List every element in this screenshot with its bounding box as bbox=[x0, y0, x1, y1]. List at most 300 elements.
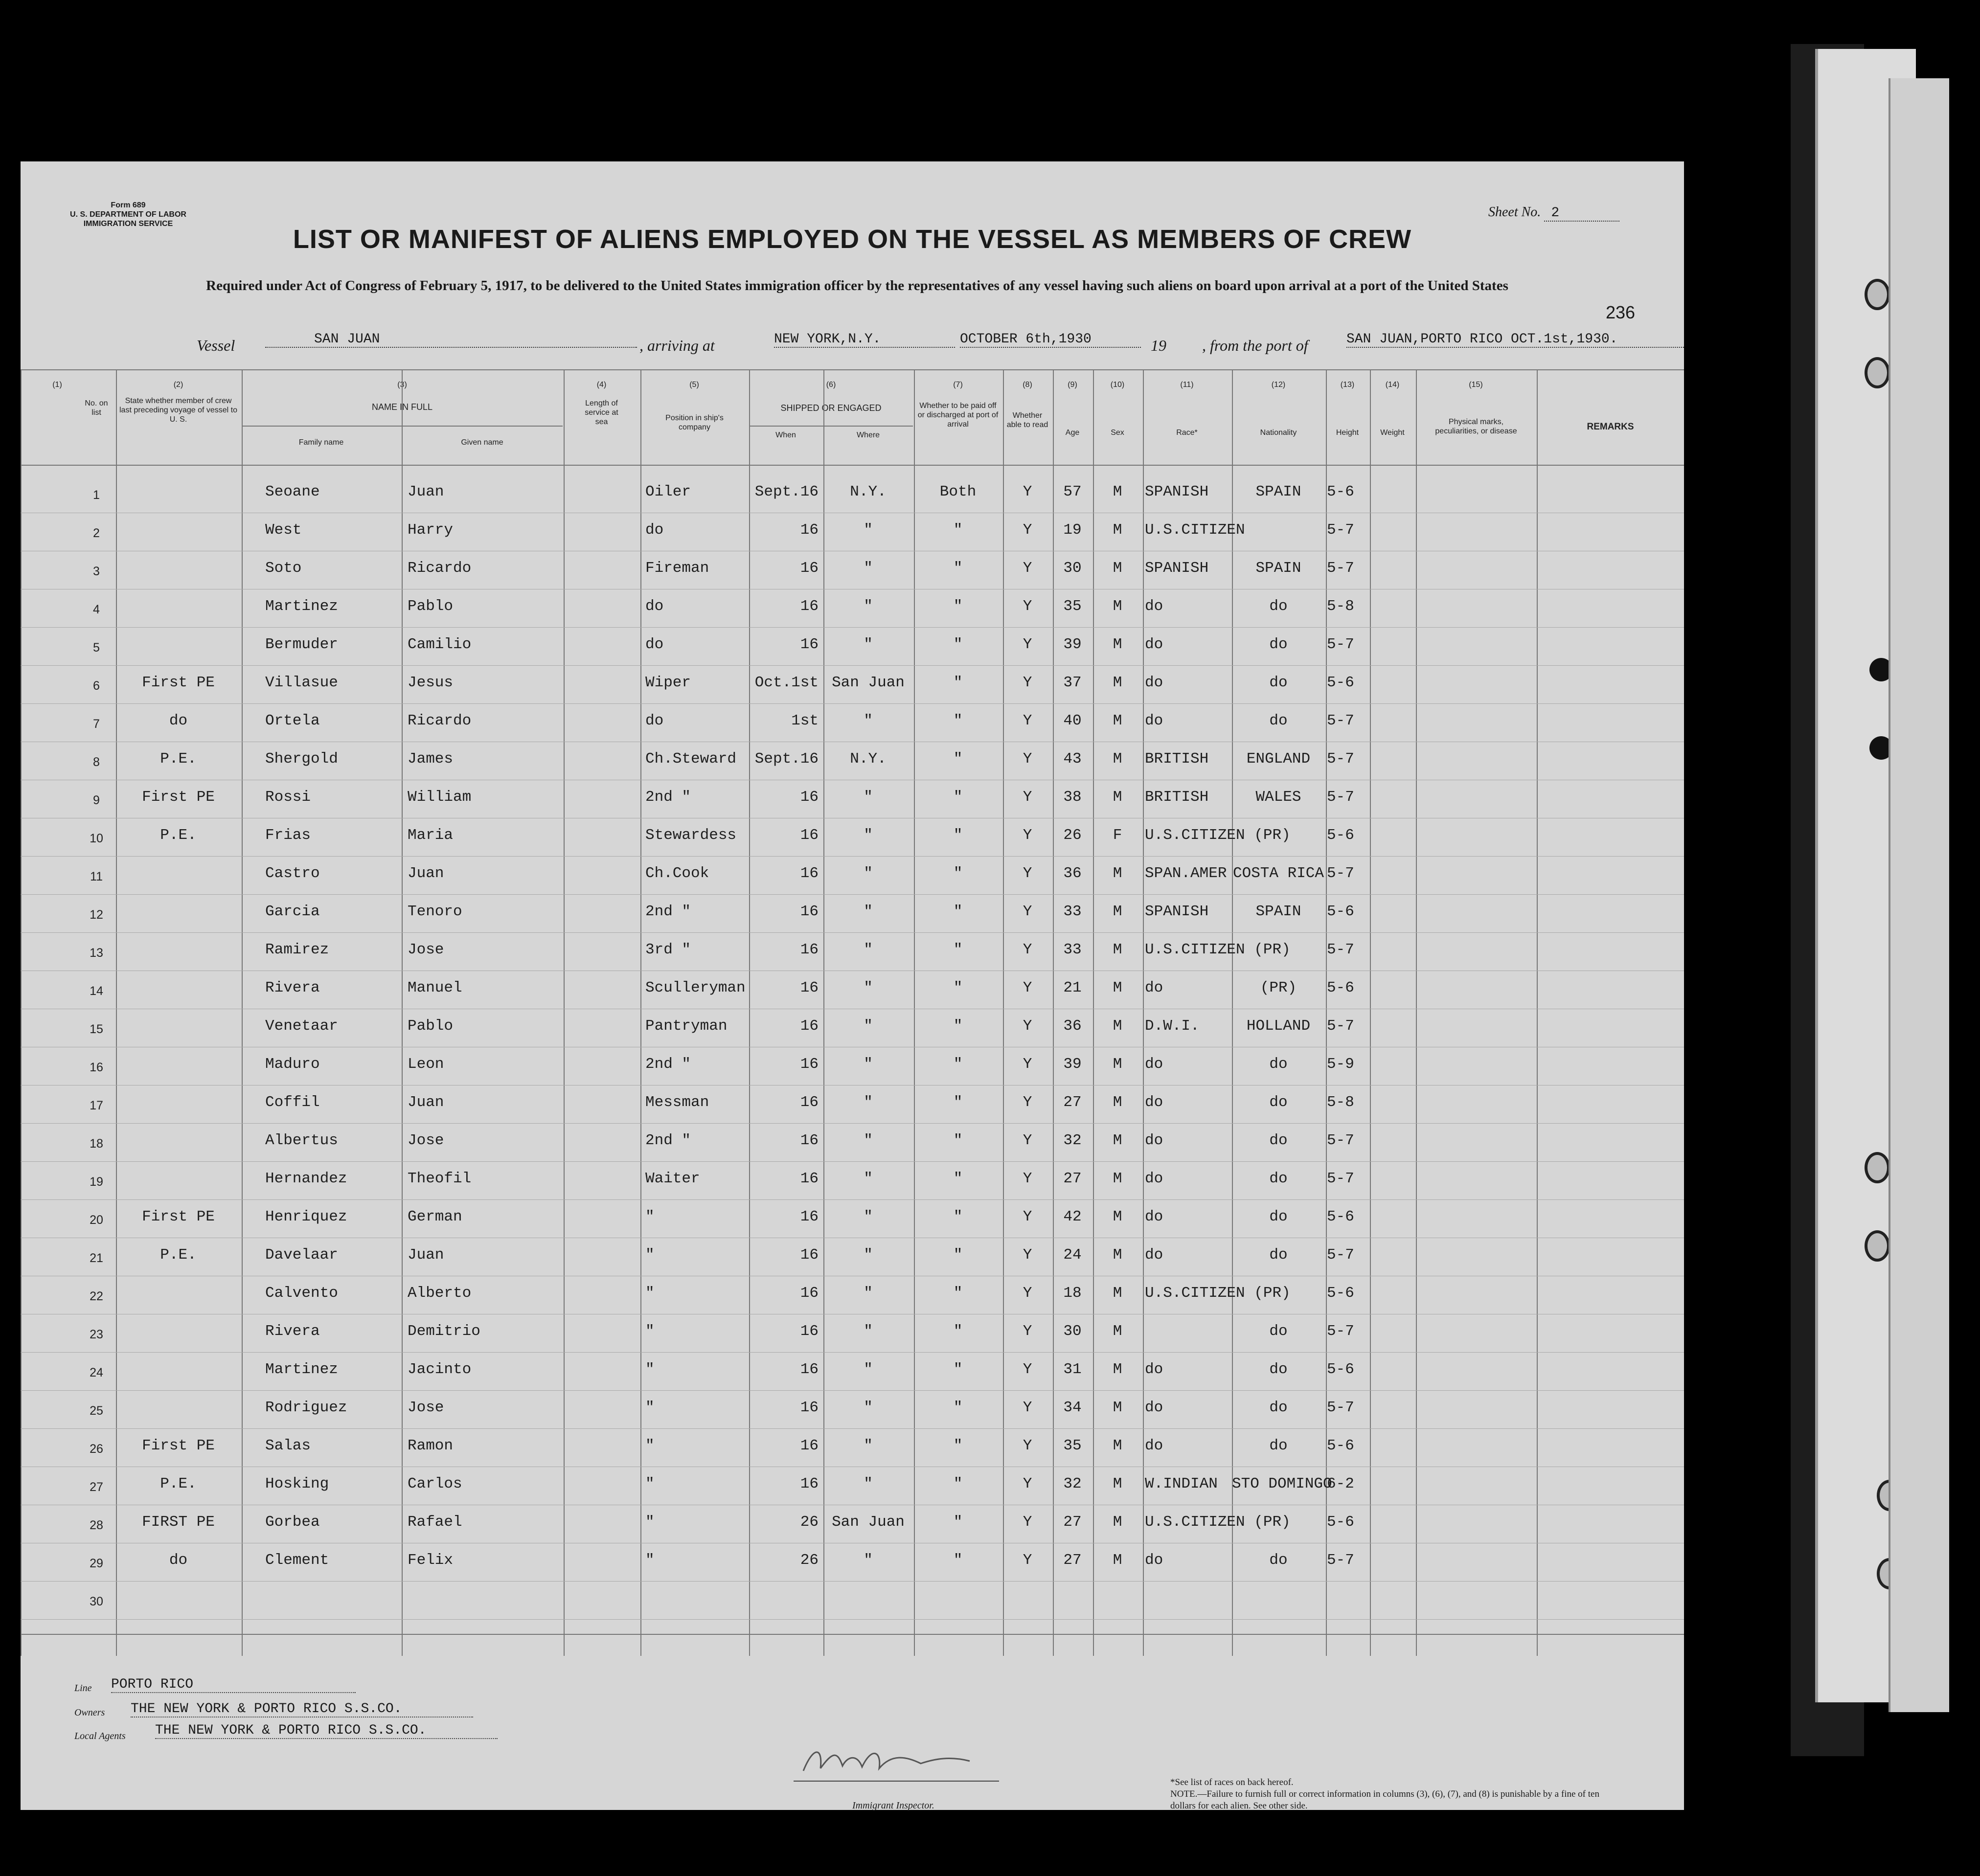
col1-header: No. on list bbox=[85, 399, 108, 417]
cell-family: Gorbea bbox=[265, 1514, 320, 1531]
row-number: 28 bbox=[90, 1518, 103, 1532]
cell-sex: M bbox=[1113, 1246, 1122, 1264]
cell-paid: " bbox=[953, 1094, 963, 1111]
cell-height: 5-6 bbox=[1327, 827, 1354, 844]
col5-header: Position in ship's company bbox=[665, 414, 724, 431]
cell-read: Y bbox=[1023, 941, 1032, 958]
cell-position: do bbox=[645, 712, 664, 729]
cell-nationality: ENGLAND bbox=[1246, 750, 1311, 768]
subheader-rule bbox=[242, 426, 563, 427]
cell-position: " bbox=[645, 1285, 655, 1302]
col14-number: (14) bbox=[1385, 381, 1400, 389]
cell-read: Y bbox=[1023, 1437, 1032, 1454]
cell-sex: M bbox=[1113, 750, 1122, 768]
cell-given: Ricardo bbox=[408, 560, 472, 577]
cell-paid: " bbox=[953, 1552, 963, 1569]
cell-family: Bermuder bbox=[265, 636, 338, 653]
header-bottom-rule bbox=[21, 465, 1684, 466]
cell-sex: M bbox=[1113, 1208, 1122, 1225]
cell-race: BRITISH bbox=[1145, 750, 1209, 768]
cell-where: " bbox=[864, 1323, 873, 1340]
col2-header: State whether member of crew last preceding voyage of vessel to U. S. bbox=[119, 397, 238, 424]
cell-position: Waiter bbox=[645, 1170, 700, 1187]
cell-when: 16 bbox=[800, 827, 819, 844]
cell-position: do bbox=[645, 598, 664, 615]
cell-paid: Both bbox=[939, 483, 977, 500]
cell-sex: M bbox=[1113, 636, 1122, 653]
adjacent-page-edge bbox=[1889, 78, 1949, 1712]
cell-when: 16 bbox=[800, 1361, 819, 1378]
cell-sex: M bbox=[1113, 1094, 1122, 1111]
cell-paid: " bbox=[953, 521, 963, 539]
cell-race: do bbox=[1145, 674, 1163, 691]
cell-race: SPAN.AMER bbox=[1145, 865, 1227, 882]
col10-number: (10) bbox=[1110, 381, 1125, 389]
cell-given: Theofil bbox=[408, 1170, 472, 1187]
col15-number: (15) bbox=[1469, 381, 1483, 389]
cell-family: Maduro bbox=[265, 1056, 320, 1073]
cell-age: 33 bbox=[1063, 903, 1082, 920]
cell-height: 5-7 bbox=[1327, 941, 1354, 958]
cell-paid: " bbox=[953, 789, 963, 806]
cell-paid: " bbox=[953, 1285, 963, 1302]
col3-header: NAME IN FULL bbox=[371, 402, 433, 412]
row-number: 9 bbox=[93, 793, 100, 807]
cell-given: Jose bbox=[408, 1399, 444, 1416]
cell-age: 27 bbox=[1063, 1514, 1082, 1531]
cell-nationality: do bbox=[1269, 1132, 1288, 1149]
cell-family: Ramirez bbox=[265, 941, 329, 958]
cell-given: Juan bbox=[408, 483, 444, 500]
year-label: 19 bbox=[1151, 337, 1166, 354]
cell-read: Y bbox=[1023, 1552, 1032, 1569]
cell-age: 36 bbox=[1063, 865, 1082, 882]
col6-header: SHIPPED OR ENGAGED bbox=[780, 403, 882, 413]
cell-where: N.Y. bbox=[850, 483, 887, 500]
line-label: Line bbox=[74, 1683, 92, 1694]
cell-position: 2nd " bbox=[645, 789, 691, 806]
cell-race: do bbox=[1145, 1552, 1163, 1569]
cell-prev: First PE bbox=[142, 789, 215, 806]
cell-nationality: do bbox=[1269, 1246, 1288, 1264]
cell-where: " bbox=[864, 789, 873, 806]
cell-position: Stewardess bbox=[645, 827, 737, 844]
cell-paid: " bbox=[953, 674, 963, 691]
cell-race: do bbox=[1145, 1170, 1163, 1187]
cell-height: 5-6 bbox=[1327, 1514, 1354, 1531]
cell-read: Y bbox=[1023, 979, 1032, 996]
cell-given: Rafael bbox=[408, 1514, 462, 1531]
cell-prev: P.E. bbox=[160, 827, 197, 844]
cell-sex: M bbox=[1113, 1285, 1122, 1302]
cell-race: do bbox=[1145, 712, 1163, 729]
cell-given: Jose bbox=[408, 941, 444, 958]
cell-family: Hosking bbox=[265, 1475, 329, 1492]
cell-given: Maria bbox=[408, 827, 454, 844]
cell-when: 16 bbox=[800, 903, 819, 920]
cell-nationality: do bbox=[1269, 1552, 1288, 1569]
cell-height: 5-7 bbox=[1327, 1399, 1354, 1416]
cell-read: Y bbox=[1023, 598, 1032, 615]
footnote-penalty: NOTE.—Failure to furnish full or correct information in columns (3), (6), (7), and (8) is punishable by a fine of ten dollars for each alien. See other side. bbox=[1170, 1789, 1599, 1811]
cell-family: Calvento bbox=[265, 1285, 338, 1302]
cell-height: 5-6 bbox=[1327, 1437, 1354, 1454]
line-value: PORTO RICO bbox=[111, 1677, 356, 1693]
col9-number: (9) bbox=[1068, 381, 1077, 389]
arrival-date: OCTOBER 6th,1930 bbox=[960, 332, 1141, 348]
cell-sex: M bbox=[1113, 1017, 1122, 1035]
col5-number: (5) bbox=[689, 381, 699, 389]
col11-number: (11) bbox=[1180, 381, 1194, 389]
row-number: 20 bbox=[90, 1213, 103, 1227]
cell-position: Wiper bbox=[645, 674, 691, 691]
cell-read: Y bbox=[1023, 521, 1032, 539]
cell-race: do bbox=[1145, 1361, 1163, 1378]
cell-race: do bbox=[1145, 1132, 1163, 1149]
table-row-rule bbox=[21, 1352, 1684, 1353]
row-number: 5 bbox=[93, 641, 100, 655]
cell-position: 2nd " bbox=[645, 903, 691, 920]
given-name-header: Given name bbox=[461, 438, 503, 447]
cell-prev: P.E. bbox=[160, 750, 197, 768]
cell-family: Henriquez bbox=[265, 1208, 347, 1225]
cell-where: " bbox=[864, 1437, 873, 1454]
cell-nationality: do bbox=[1269, 712, 1288, 729]
cell-where: " bbox=[864, 1170, 873, 1187]
cell-where: " bbox=[864, 636, 873, 653]
row-number: 6 bbox=[93, 679, 100, 693]
cell-paid: " bbox=[953, 865, 963, 882]
cell-paid: " bbox=[953, 750, 963, 768]
cell-position: " bbox=[645, 1552, 655, 1569]
cell-sex: M bbox=[1113, 560, 1122, 577]
cell-race: BRITISH bbox=[1145, 789, 1209, 806]
row-number: 12 bbox=[90, 908, 103, 922]
cell-when: 16 bbox=[800, 1017, 819, 1035]
cell-height: 5-8 bbox=[1327, 1094, 1354, 1111]
cell-position: " bbox=[645, 1514, 655, 1531]
cell-when: 26 bbox=[800, 1514, 819, 1531]
cell-position: Pantryman bbox=[645, 1017, 728, 1035]
cell-family: West bbox=[265, 521, 302, 539]
inspector-label: Immigrant Inspector. bbox=[852, 1800, 934, 1811]
cell-when: 16 bbox=[800, 1056, 819, 1073]
cell-sex: M bbox=[1113, 1170, 1122, 1187]
cell-read: Y bbox=[1023, 1056, 1032, 1073]
cell-when: 16 bbox=[800, 1323, 819, 1340]
cell-sex: M bbox=[1113, 483, 1122, 500]
col13-header: Height bbox=[1336, 429, 1359, 437]
cell-paid: " bbox=[953, 903, 963, 920]
cell-when: 16 bbox=[800, 521, 819, 539]
cell-nationality: SPAIN bbox=[1255, 483, 1301, 500]
col9-header: Age bbox=[1065, 429, 1080, 437]
col14-header: Weight bbox=[1380, 429, 1405, 437]
cell-position: do bbox=[645, 636, 664, 653]
document-title: LIST OR MANIFEST OF ALIENS EMPLOYED ON THE VESSEL AS MEMBERS OF CREW bbox=[293, 225, 1412, 254]
cell-height: 5-6 bbox=[1327, 979, 1354, 996]
row-number: 15 bbox=[90, 1022, 103, 1036]
table-row-rule bbox=[21, 1199, 1684, 1200]
cell-given: German bbox=[408, 1208, 462, 1225]
cell-read: Y bbox=[1023, 1323, 1032, 1340]
cell-paid: " bbox=[953, 1399, 963, 1416]
cell-family: Rivera bbox=[265, 979, 320, 996]
cell-race: do bbox=[1145, 1094, 1163, 1111]
cell-prev: First PE bbox=[142, 674, 215, 691]
cell-sex: M bbox=[1113, 1361, 1122, 1378]
sheet-number bbox=[1488, 204, 1619, 222]
cell-family: Rodriguez bbox=[265, 1399, 347, 1416]
cell-family: Garcia bbox=[265, 903, 320, 920]
cell-age: 21 bbox=[1063, 979, 1082, 996]
cell-nationality: do bbox=[1269, 1056, 1288, 1073]
cell-family: Villasue bbox=[265, 674, 338, 691]
when-header: When bbox=[775, 431, 796, 439]
cell-height: 5-6 bbox=[1327, 674, 1354, 691]
cell-age: 27 bbox=[1063, 1552, 1082, 1569]
cell-height: 5-7 bbox=[1327, 521, 1354, 539]
cell-position: " bbox=[645, 1246, 655, 1264]
cell-race: do bbox=[1145, 1208, 1163, 1225]
cell-position: Sculleryman bbox=[645, 979, 746, 996]
cell-height: 5-7 bbox=[1327, 1017, 1354, 1035]
cell-paid: " bbox=[953, 1437, 963, 1454]
cell-paid: " bbox=[953, 1246, 963, 1264]
cell-position: " bbox=[645, 1475, 655, 1492]
cell-given: Pablo bbox=[408, 1017, 454, 1035]
cell-where: " bbox=[864, 1132, 873, 1149]
from-port-label: , from the port of bbox=[1202, 337, 1308, 354]
cell-sex: M bbox=[1113, 1514, 1122, 1531]
col7-header: Whether to be paid off or discharged at port of arrival bbox=[917, 402, 999, 429]
cell-age: 42 bbox=[1063, 1208, 1082, 1225]
cell-prev: First PE bbox=[142, 1208, 215, 1225]
cell-read: Y bbox=[1023, 483, 1032, 500]
cell-position: Oiler bbox=[645, 483, 691, 500]
cell-paid: " bbox=[953, 1208, 963, 1225]
cell-given: James bbox=[408, 750, 454, 768]
cell-race: do bbox=[1145, 979, 1163, 996]
cell-given: Jacinto bbox=[408, 1361, 472, 1378]
cell-height: 5-7 bbox=[1327, 636, 1354, 653]
cell-height: 5-6 bbox=[1327, 903, 1354, 920]
sheet-number-label: Sheet No. bbox=[1488, 204, 1541, 220]
cell-paid: " bbox=[953, 1323, 963, 1340]
cell-race: do bbox=[1145, 1399, 1163, 1416]
cell-position: 3rd " bbox=[645, 941, 691, 958]
cell-race: U.S.CITIZEN (PR) bbox=[1145, 941, 1291, 958]
row-number: 22 bbox=[90, 1289, 103, 1303]
cell-race: SPANISH bbox=[1145, 560, 1209, 577]
cell-race: do bbox=[1145, 1246, 1163, 1264]
remarks-header: REMARKS bbox=[1587, 422, 1634, 432]
cell-nationality: COSTA RICA bbox=[1232, 865, 1324, 882]
cell-paid: " bbox=[953, 1132, 963, 1149]
form-number: Form 689 bbox=[111, 201, 146, 209]
cell-age: 34 bbox=[1063, 1399, 1082, 1416]
cell-nationality: do bbox=[1269, 636, 1288, 653]
cell-when: 16 bbox=[800, 1399, 819, 1416]
cell-age: 36 bbox=[1063, 1017, 1082, 1035]
row-number: 7 bbox=[93, 717, 100, 731]
cell-nationality: do bbox=[1269, 598, 1288, 615]
table-row-rule bbox=[21, 703, 1684, 704]
agents-label: Local Agents bbox=[74, 1731, 126, 1741]
cell-race: U.S.CITIZEN bbox=[1145, 521, 1245, 539]
cell-read: Y bbox=[1023, 1399, 1032, 1416]
cell-height: 5-7 bbox=[1327, 1170, 1354, 1187]
cell-paid: " bbox=[953, 1361, 963, 1378]
cell-age: 39 bbox=[1063, 636, 1082, 653]
cell-position: Messman bbox=[645, 1094, 709, 1111]
cell-sex: M bbox=[1113, 865, 1122, 882]
cell-height: 5-7 bbox=[1327, 1323, 1354, 1340]
cell-where: " bbox=[864, 1056, 873, 1073]
row-number: 30 bbox=[90, 1595, 103, 1608]
table-column-rule bbox=[1537, 369, 1538, 1656]
cell-height: 5-9 bbox=[1327, 1056, 1354, 1073]
cell-paid: " bbox=[953, 1514, 963, 1531]
cell-when: 1st bbox=[791, 712, 819, 729]
cell-when: 16 bbox=[800, 979, 819, 996]
cell-age: 32 bbox=[1063, 1475, 1082, 1492]
cell-age: 27 bbox=[1063, 1170, 1082, 1187]
crew-table bbox=[21, 369, 1684, 1656]
cell-family: Rossi bbox=[265, 789, 311, 806]
cell-age: 19 bbox=[1063, 521, 1082, 539]
footnote bbox=[1170, 1777, 1611, 1812]
cell-where: " bbox=[864, 1552, 873, 1569]
cell-sex: M bbox=[1113, 598, 1122, 615]
cell-when: 16 bbox=[800, 1170, 819, 1187]
cell-family: Castro bbox=[265, 865, 320, 882]
cell-given: Manuel bbox=[408, 979, 462, 996]
cell-given: Juan bbox=[408, 865, 444, 882]
row-number: 11 bbox=[90, 870, 103, 883]
row-number: 8 bbox=[93, 755, 100, 769]
table-row-rule bbox=[21, 1619, 1684, 1620]
cell-age: 18 bbox=[1063, 1285, 1082, 1302]
vessel-name: SAN JUAN bbox=[265, 332, 637, 348]
cell-given: Demitrio bbox=[408, 1323, 480, 1340]
sheet-number-value: 2 bbox=[1544, 205, 1619, 222]
cell-height: 5-6 bbox=[1327, 1208, 1354, 1225]
vessel-label: Vessel bbox=[197, 337, 235, 354]
cell-race: D.W.I. bbox=[1145, 1017, 1200, 1035]
cell-age: 38 bbox=[1063, 789, 1082, 806]
row-number: 29 bbox=[90, 1557, 103, 1570]
cell-read: Y bbox=[1023, 1246, 1032, 1264]
owners-value: THE NEW YORK & PORTO RICO S.S.CO. bbox=[131, 1701, 473, 1718]
table-row-rule bbox=[21, 1428, 1684, 1429]
cell-nationality: do bbox=[1269, 1323, 1288, 1340]
table-row-rule bbox=[21, 1581, 1684, 1582]
cell-read: Y bbox=[1023, 1170, 1032, 1187]
cell-age: 30 bbox=[1063, 1323, 1082, 1340]
cell-where: " bbox=[864, 941, 873, 958]
table-row-rule bbox=[21, 1161, 1684, 1162]
row-number: 19 bbox=[90, 1175, 103, 1189]
cell-when: 16 bbox=[800, 1246, 819, 1264]
cell-paid: " bbox=[953, 598, 963, 615]
cell-read: Y bbox=[1023, 712, 1032, 729]
arriving-label: , arriving at bbox=[639, 337, 715, 354]
cell-where: " bbox=[864, 1361, 873, 1378]
col11-header: Race* bbox=[1176, 429, 1198, 437]
cell-family: Frias bbox=[265, 827, 311, 844]
cell-sex: M bbox=[1113, 979, 1122, 996]
cell-read: Y bbox=[1023, 789, 1032, 806]
cell-when: 26 bbox=[800, 1552, 819, 1569]
row-number: 21 bbox=[90, 1251, 103, 1265]
cell-position: " bbox=[645, 1361, 655, 1378]
cell-age: 39 bbox=[1063, 1056, 1082, 1073]
cell-when: 16 bbox=[800, 941, 819, 958]
cell-height: 5-6 bbox=[1327, 1361, 1354, 1378]
cell-sex: M bbox=[1113, 1323, 1122, 1340]
table-column-rule bbox=[564, 369, 565, 1656]
cell-age: 32 bbox=[1063, 1132, 1082, 1149]
cell-where: " bbox=[864, 865, 873, 882]
cell-age: 35 bbox=[1063, 1437, 1082, 1454]
col1-number: (1) bbox=[52, 381, 62, 389]
cell-height: 5-7 bbox=[1327, 1552, 1354, 1569]
cell-read: Y bbox=[1023, 827, 1032, 844]
cell-paid: " bbox=[953, 1056, 963, 1073]
cell-read: Y bbox=[1023, 1361, 1032, 1378]
cell-race: U.S.CITIZEN (PR) bbox=[1145, 827, 1291, 844]
cell-read: Y bbox=[1023, 1017, 1032, 1035]
manifest-footer bbox=[21, 1668, 1684, 1810]
cell-paid: " bbox=[953, 941, 963, 958]
col8-number: (8) bbox=[1023, 381, 1032, 389]
row-number: 23 bbox=[90, 1328, 103, 1341]
cell-where: " bbox=[864, 712, 873, 729]
cell-given: Ricardo bbox=[408, 712, 472, 729]
cell-family: Seoane bbox=[265, 483, 320, 500]
cell-prev: First PE bbox=[142, 1437, 215, 1454]
table-row-rule bbox=[21, 932, 1684, 933]
cell-position: 2nd " bbox=[645, 1056, 691, 1073]
cell-sex: M bbox=[1113, 521, 1122, 539]
col7-number: (7) bbox=[953, 381, 963, 389]
cell-where: " bbox=[864, 560, 873, 577]
punch-hole bbox=[1865, 1152, 1890, 1183]
col4-header: Length of service at sea bbox=[585, 399, 618, 426]
manifest-sheet bbox=[21, 161, 1684, 1810]
cell-position: " bbox=[645, 1208, 655, 1225]
cell-read: Y bbox=[1023, 1475, 1032, 1492]
table-column-rule bbox=[1370, 369, 1371, 1656]
cell-prev: do bbox=[169, 712, 188, 729]
col6-number: (6) bbox=[826, 381, 836, 389]
cell-read: Y bbox=[1023, 1514, 1032, 1531]
cell-given: Pablo bbox=[408, 598, 454, 615]
cell-race: do bbox=[1145, 1437, 1163, 1454]
cell-paid: " bbox=[953, 560, 963, 577]
cell-family: Rivera bbox=[265, 1323, 320, 1340]
cell-family: Ortela bbox=[265, 712, 320, 729]
cell-where: " bbox=[864, 1246, 873, 1264]
cell-height: 5-6 bbox=[1327, 1285, 1354, 1302]
cell-family: Martinez bbox=[265, 598, 338, 615]
cell-given: Ramon bbox=[408, 1437, 454, 1454]
cell-position: do bbox=[645, 521, 664, 539]
table-column-rule bbox=[21, 369, 22, 1656]
cell-given: Alberto bbox=[408, 1285, 472, 1302]
cell-paid: " bbox=[953, 1170, 963, 1187]
